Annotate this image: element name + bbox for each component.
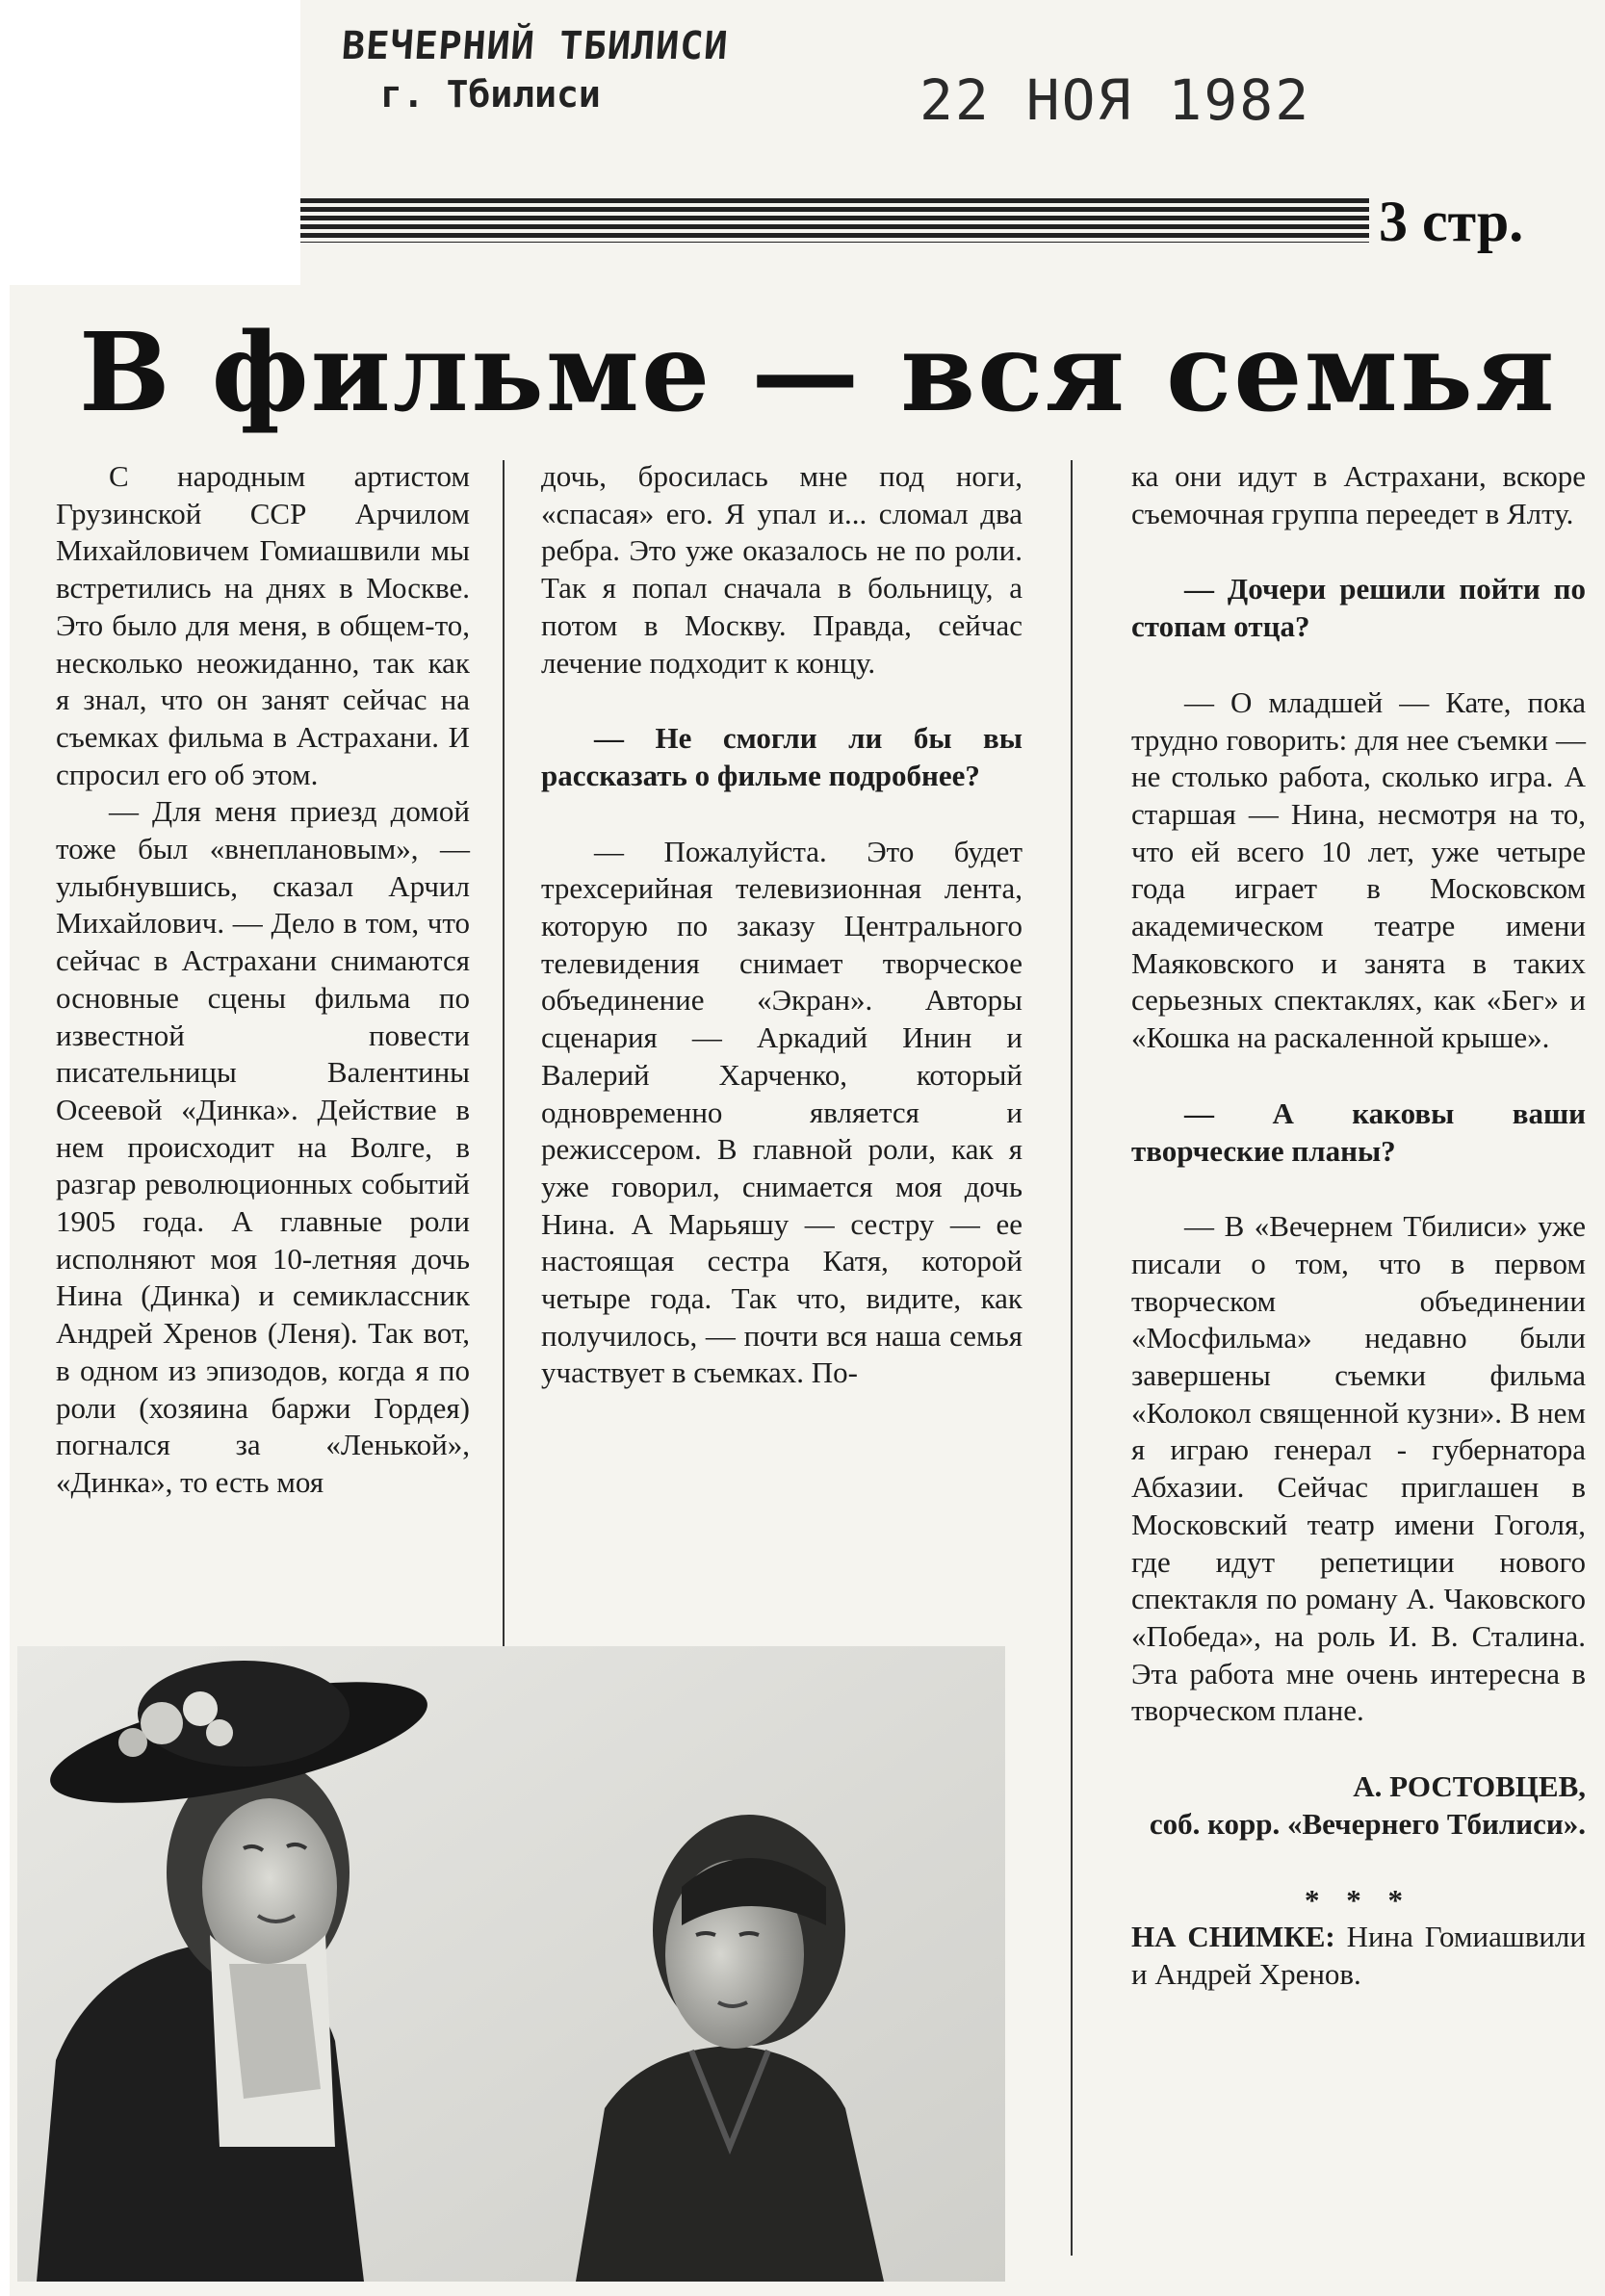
author-name: А. РОСТОВЦЕВ, <box>1353 1769 1586 1804</box>
interview-question: — Не смогли ли бы вы рассказать о фильме подробнее? <box>541 721 1023 792</box>
newspaper-stamp-city: г. Тбилиси <box>380 73 601 116</box>
interview-question: — А каковы ваши творческие планы? <box>1131 1096 1586 1168</box>
paragraph: — Для меня приезд домой тоже был «внеплановым», — улыбнувшись, сказал Арчил Михайлович. — Дело в том, что сейчас в Астрахани снимаются основные сцены фильма по известной повести писательницы Валентины Осеевой «Динка». Действие в нем происходит на Волге, в разгар революционных событий 1905 года. А главные роли исполняют моя 10-летняя дочь Нина (Динка) и семиклассник Андрей Хренов (Леня). Так вот, в одном из эпизодов, когда я по роли (хозяина баржи Гордея) погнался за «Ленькой», «Динка», то есть моя <box>56 794 470 1499</box>
column-divider <box>503 460 505 1654</box>
photo-two-people <box>17 1646 1005 2282</box>
paragraph: — О младшей — Кате, пока трудно говорить: для нее съемки — не столько работа, сколько игра. А старшая — Нина, несмотря на то, что ей всего 10 лет, уже четыре года играет в Московском академическом театре имени Маяковского и занята в таких серьезных спектаклях, как «Бег» и «Кошка на раскаленной крыше». <box>1131 684 1586 1055</box>
caption-label: НА СНИМКЕ: <box>1131 1920 1335 1954</box>
author-role: соб. корр. «Вечернего Тбилиси». <box>1149 1806 1586 1841</box>
separator-stars: * * * <box>1305 1882 1412 1917</box>
caption-text: Нина Гомиашвили и Андрей Хренов. <box>1131 1920 1586 1991</box>
date-stamp: 22 НОЯ 1982 <box>919 67 1311 133</box>
masthead-rules <box>300 198 1369 243</box>
column-divider <box>1071 460 1073 2256</box>
article-headline: В фильме — вся семья <box>79 310 1557 436</box>
paragraph: ка они идут в Астрахани, вскоре съемочная группа переедет в Ялту. <box>1131 459 1586 530</box>
article-column-3 <box>1131 458 1586 1994</box>
page-number: 3 стр. <box>1379 190 1524 253</box>
paragraph: дочь, бросилась мне под ноги, «спасая» его. Я упал и... сломал два ребра. Это уже оказалось не по роли. Так я попал сначала в больницу, а потом в Москву. Правда, сейчас лечение подходит к концу. <box>541 459 1023 680</box>
interview-question: — Дочери решили пойти по стопам отца? <box>1131 572 1586 644</box>
paragraph: С народным артистом Грузинской ССР Арчилом Михайловичем Гомиашвили мы встретились на днях в Москве. Это было для меня, в общем-то, несколько неожиданно, так как я знал, что он занят сейчас на съемках фильма в Астрахани. И спросил его об этом. <box>56 459 470 791</box>
newspaper-stamp-name: ВЕЧЕРНИЙ ТБИЛИСИ <box>340 24 730 68</box>
paragraph: — Пожалуйста. Это будет трехсерийная телевизионная лента, которую по заказу Центрального телевидения снимает творческое объединение «Экран». Авторы сценария — Аркадий Инин и Валерий Харченко, который одновременно является и режиссером. В главной роли, как я уже говорил, снимается моя дочь Нина. А Марьяшу — сестру — ее настоящая сестра Катя, которой четыре года. Так что, видите, как получилось, — почти вся наша семья участвует в съемках. По- <box>541 834 1023 1390</box>
paragraph: — В «Вечернем Тбилиси» уже писали о том, что в первом творческом объединении «Мосфильма» недавно были завершены съемки фильма «Колокол священной кузни». В нем я играю генерал - губернатора Абхазии. Сейчас приглашен в Московский театр имени Гоголя, где идут репетиции нового спектакля по роману А. Чаковского «Победа», на роль И. В. Сталина. Эта работа мне очень интересна в творческом плане. <box>1131 1209 1586 1728</box>
article-column-1 <box>56 458 470 1502</box>
photo-caption <box>1131 1919 1586 1993</box>
article-column-2 <box>541 458 1023 1392</box>
